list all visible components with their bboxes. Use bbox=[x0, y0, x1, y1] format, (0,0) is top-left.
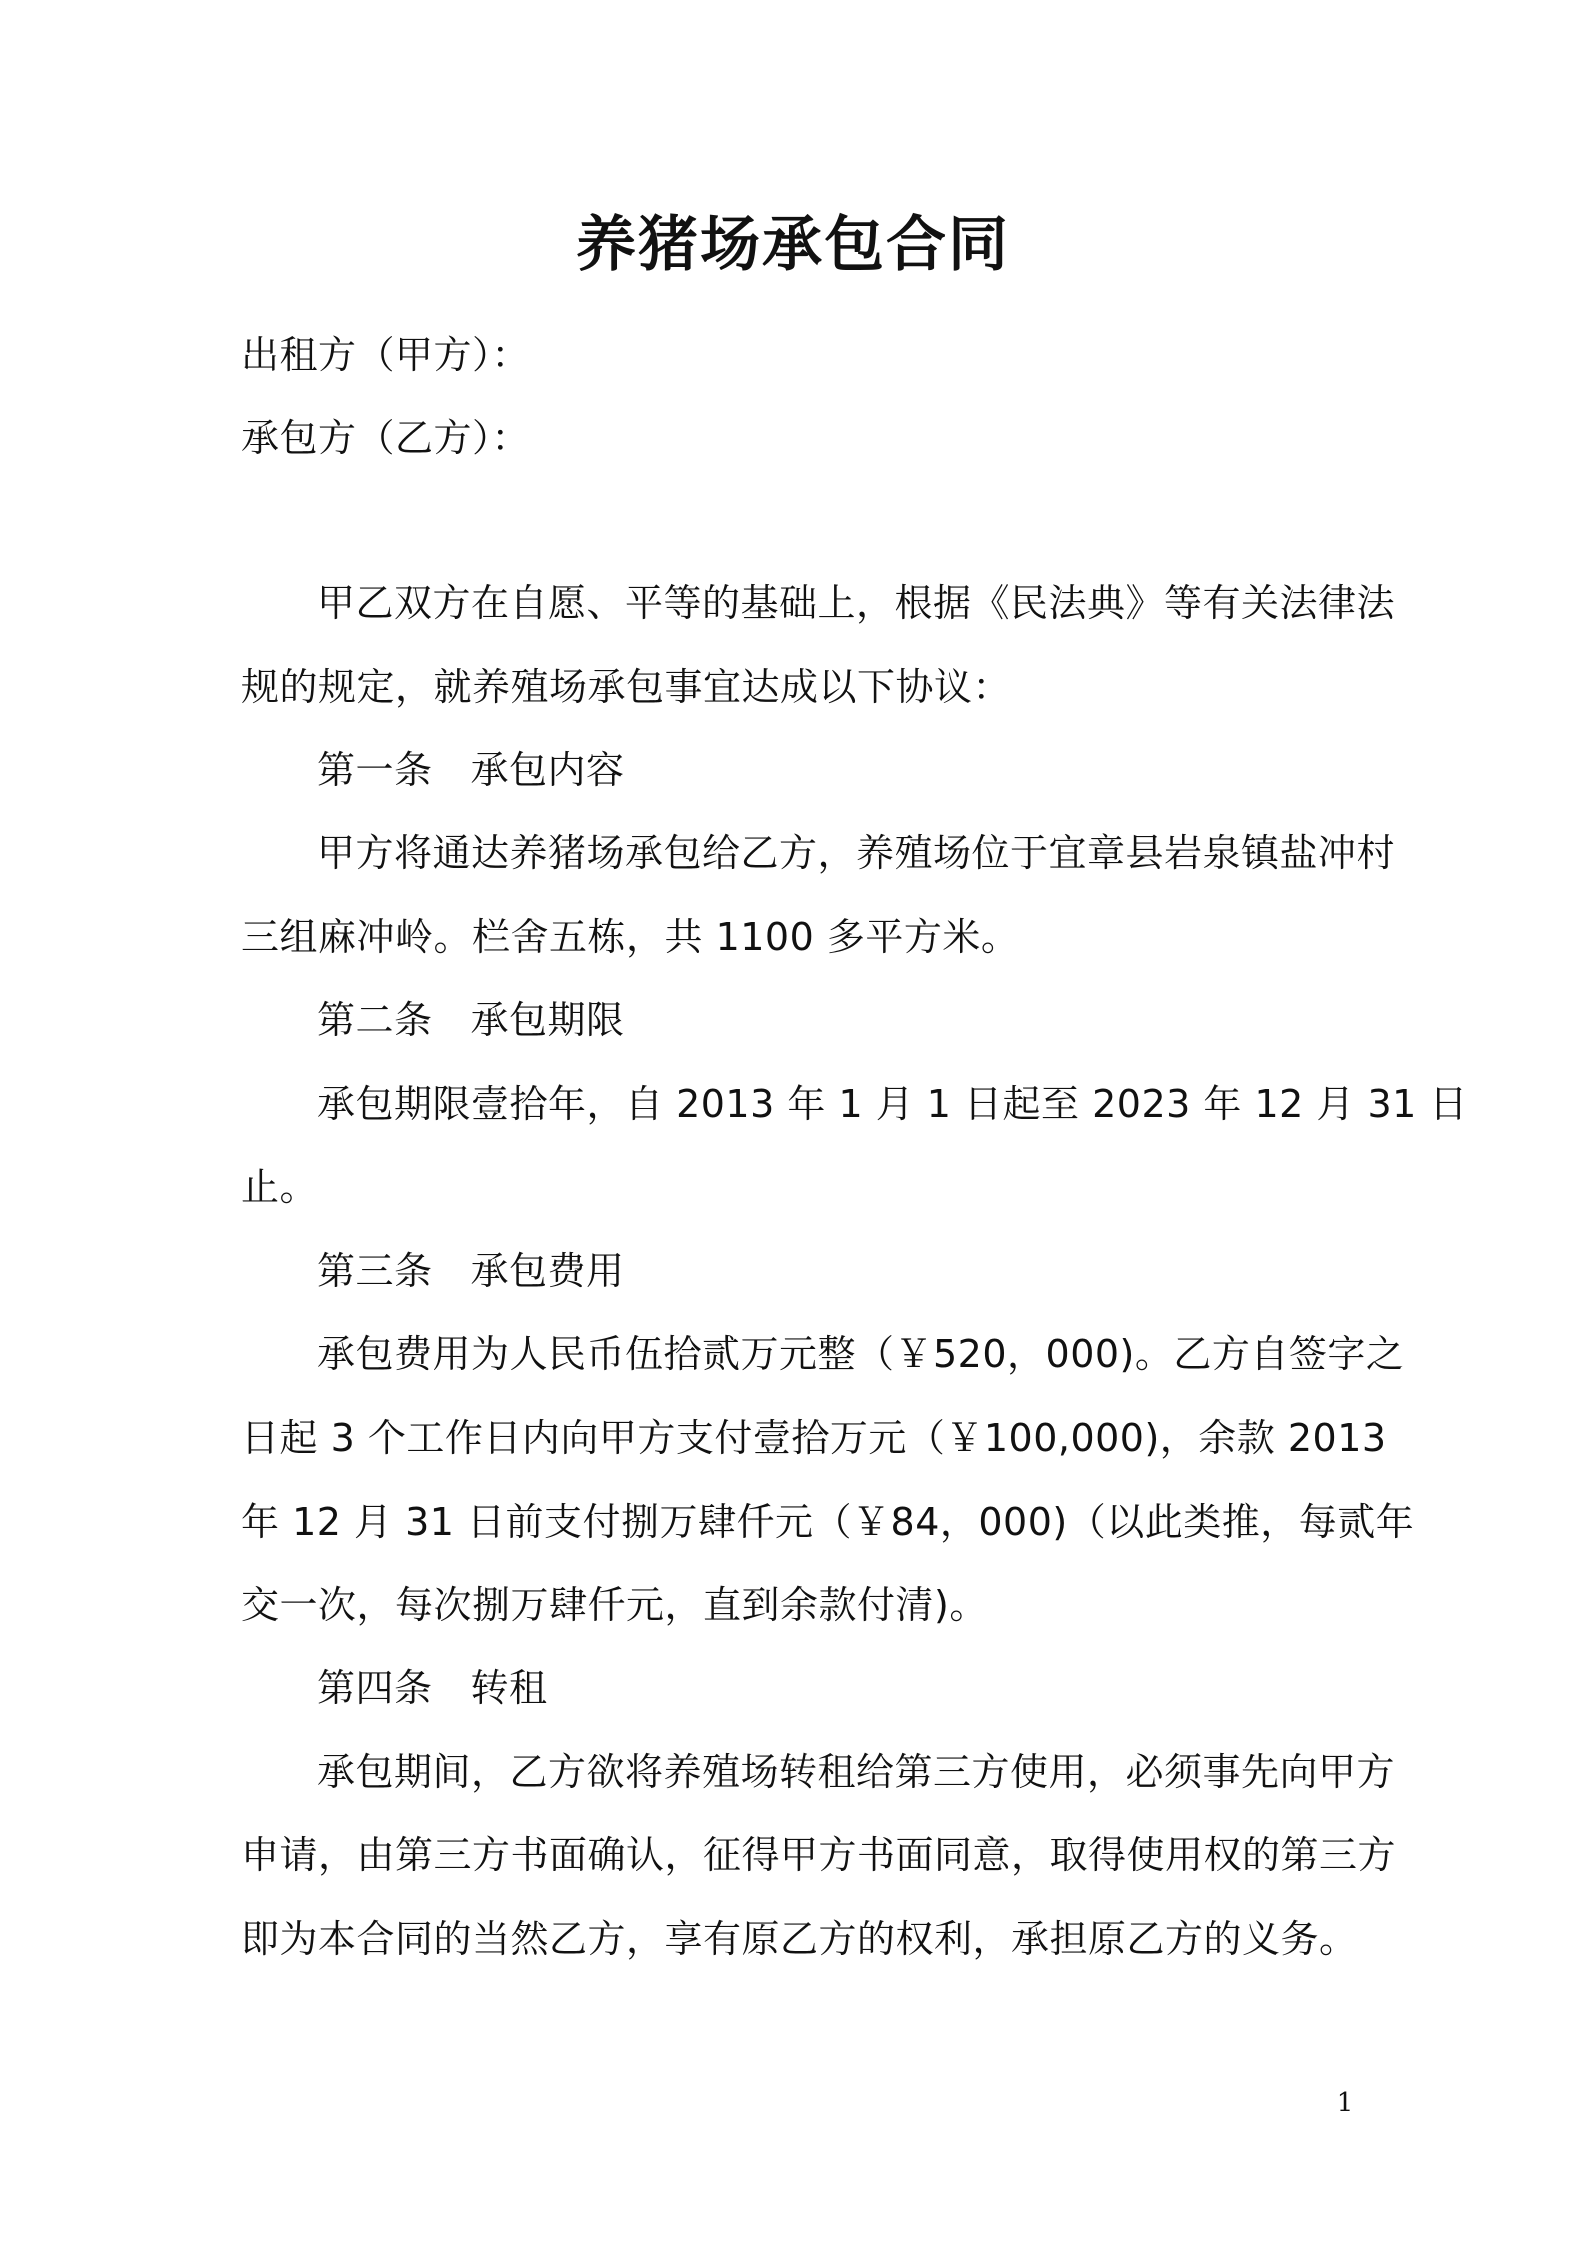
article-3-line-3: 年 12 月 31 日前支付捌万肆仟元（￥84，000)（以此类推，每贰年 bbox=[241, 1500, 1415, 1544]
article-1-line-1: 甲方将通达养猪场承包给乙方，养殖场位于宜章县岩泉镇盐冲村 bbox=[317, 831, 1396, 875]
article-3-number: 第三条 bbox=[317, 1249, 433, 1293]
article-2-title: 承包期限 bbox=[470, 998, 625, 1042]
article-1-heading bbox=[317, 745, 625, 795]
article-2-line-1: 承包期限壹拾年，自 2013 年 1 月 1 日起至 2023 年 12 月 31 日 bbox=[317, 1082, 1468, 1126]
article-2-line-2: 止。 bbox=[241, 1165, 319, 1209]
article-3-line-4: 交一次，每次捌万肆仟元，直到余款付清)。 bbox=[241, 1583, 988, 1627]
article-4-number: 第四条 bbox=[317, 1666, 433, 1710]
article-4-line-2: 申请，由第三方书面确认，征得甲方书面同意，取得使用权的第三方 bbox=[241, 1833, 1397, 1877]
article-4-title: 转租 bbox=[470, 1666, 548, 1710]
article-3-line-1: 承包费用为人民币伍拾贰万元整（￥520，000)。乙方自签字之 bbox=[317, 1332, 1405, 1376]
article-4-line-1: 承包期间，乙方欲将养殖场转租给第三方使用，必须事先向甲方 bbox=[317, 1750, 1396, 1794]
article-3-title: 承包费用 bbox=[470, 1249, 625, 1293]
article-3-heading bbox=[317, 1246, 625, 1296]
article-1-line-2: 三组麻冲岭。栏舍五栋，共 1100 多平方米。 bbox=[241, 915, 1020, 959]
page-number: 1 bbox=[1336, 2088, 1354, 2118]
article-2-heading bbox=[317, 995, 625, 1045]
article-1-number: 第一条 bbox=[317, 748, 433, 792]
article-2-number: 第二条 bbox=[317, 998, 433, 1042]
intro-line-1: 甲乙双方在自愿、平等的基础上，根据《民法典》等有关法律法 bbox=[317, 581, 1396, 625]
intro-line-2: 规的规定，就养殖场承包事宜达成以下协议： bbox=[241, 665, 1012, 709]
article-3-line-2: 日起 3 个工作日内向甲方支付壹拾万元（￥100,000)，余款 2013 bbox=[241, 1416, 1387, 1460]
lessor-label: 出租方（甲方）： bbox=[241, 333, 531, 377]
article-4-line-3: 即为本合同的当然乙方，享有原乙方的权利，承担原乙方的义务。 bbox=[241, 1917, 1358, 1961]
article-4-heading bbox=[317, 1663, 548, 1713]
document-title: 养猪场承包合同 bbox=[576, 210, 1010, 280]
lessee-label: 承包方（乙方）： bbox=[241, 416, 531, 460]
article-1-title: 承包内容 bbox=[470, 748, 625, 792]
